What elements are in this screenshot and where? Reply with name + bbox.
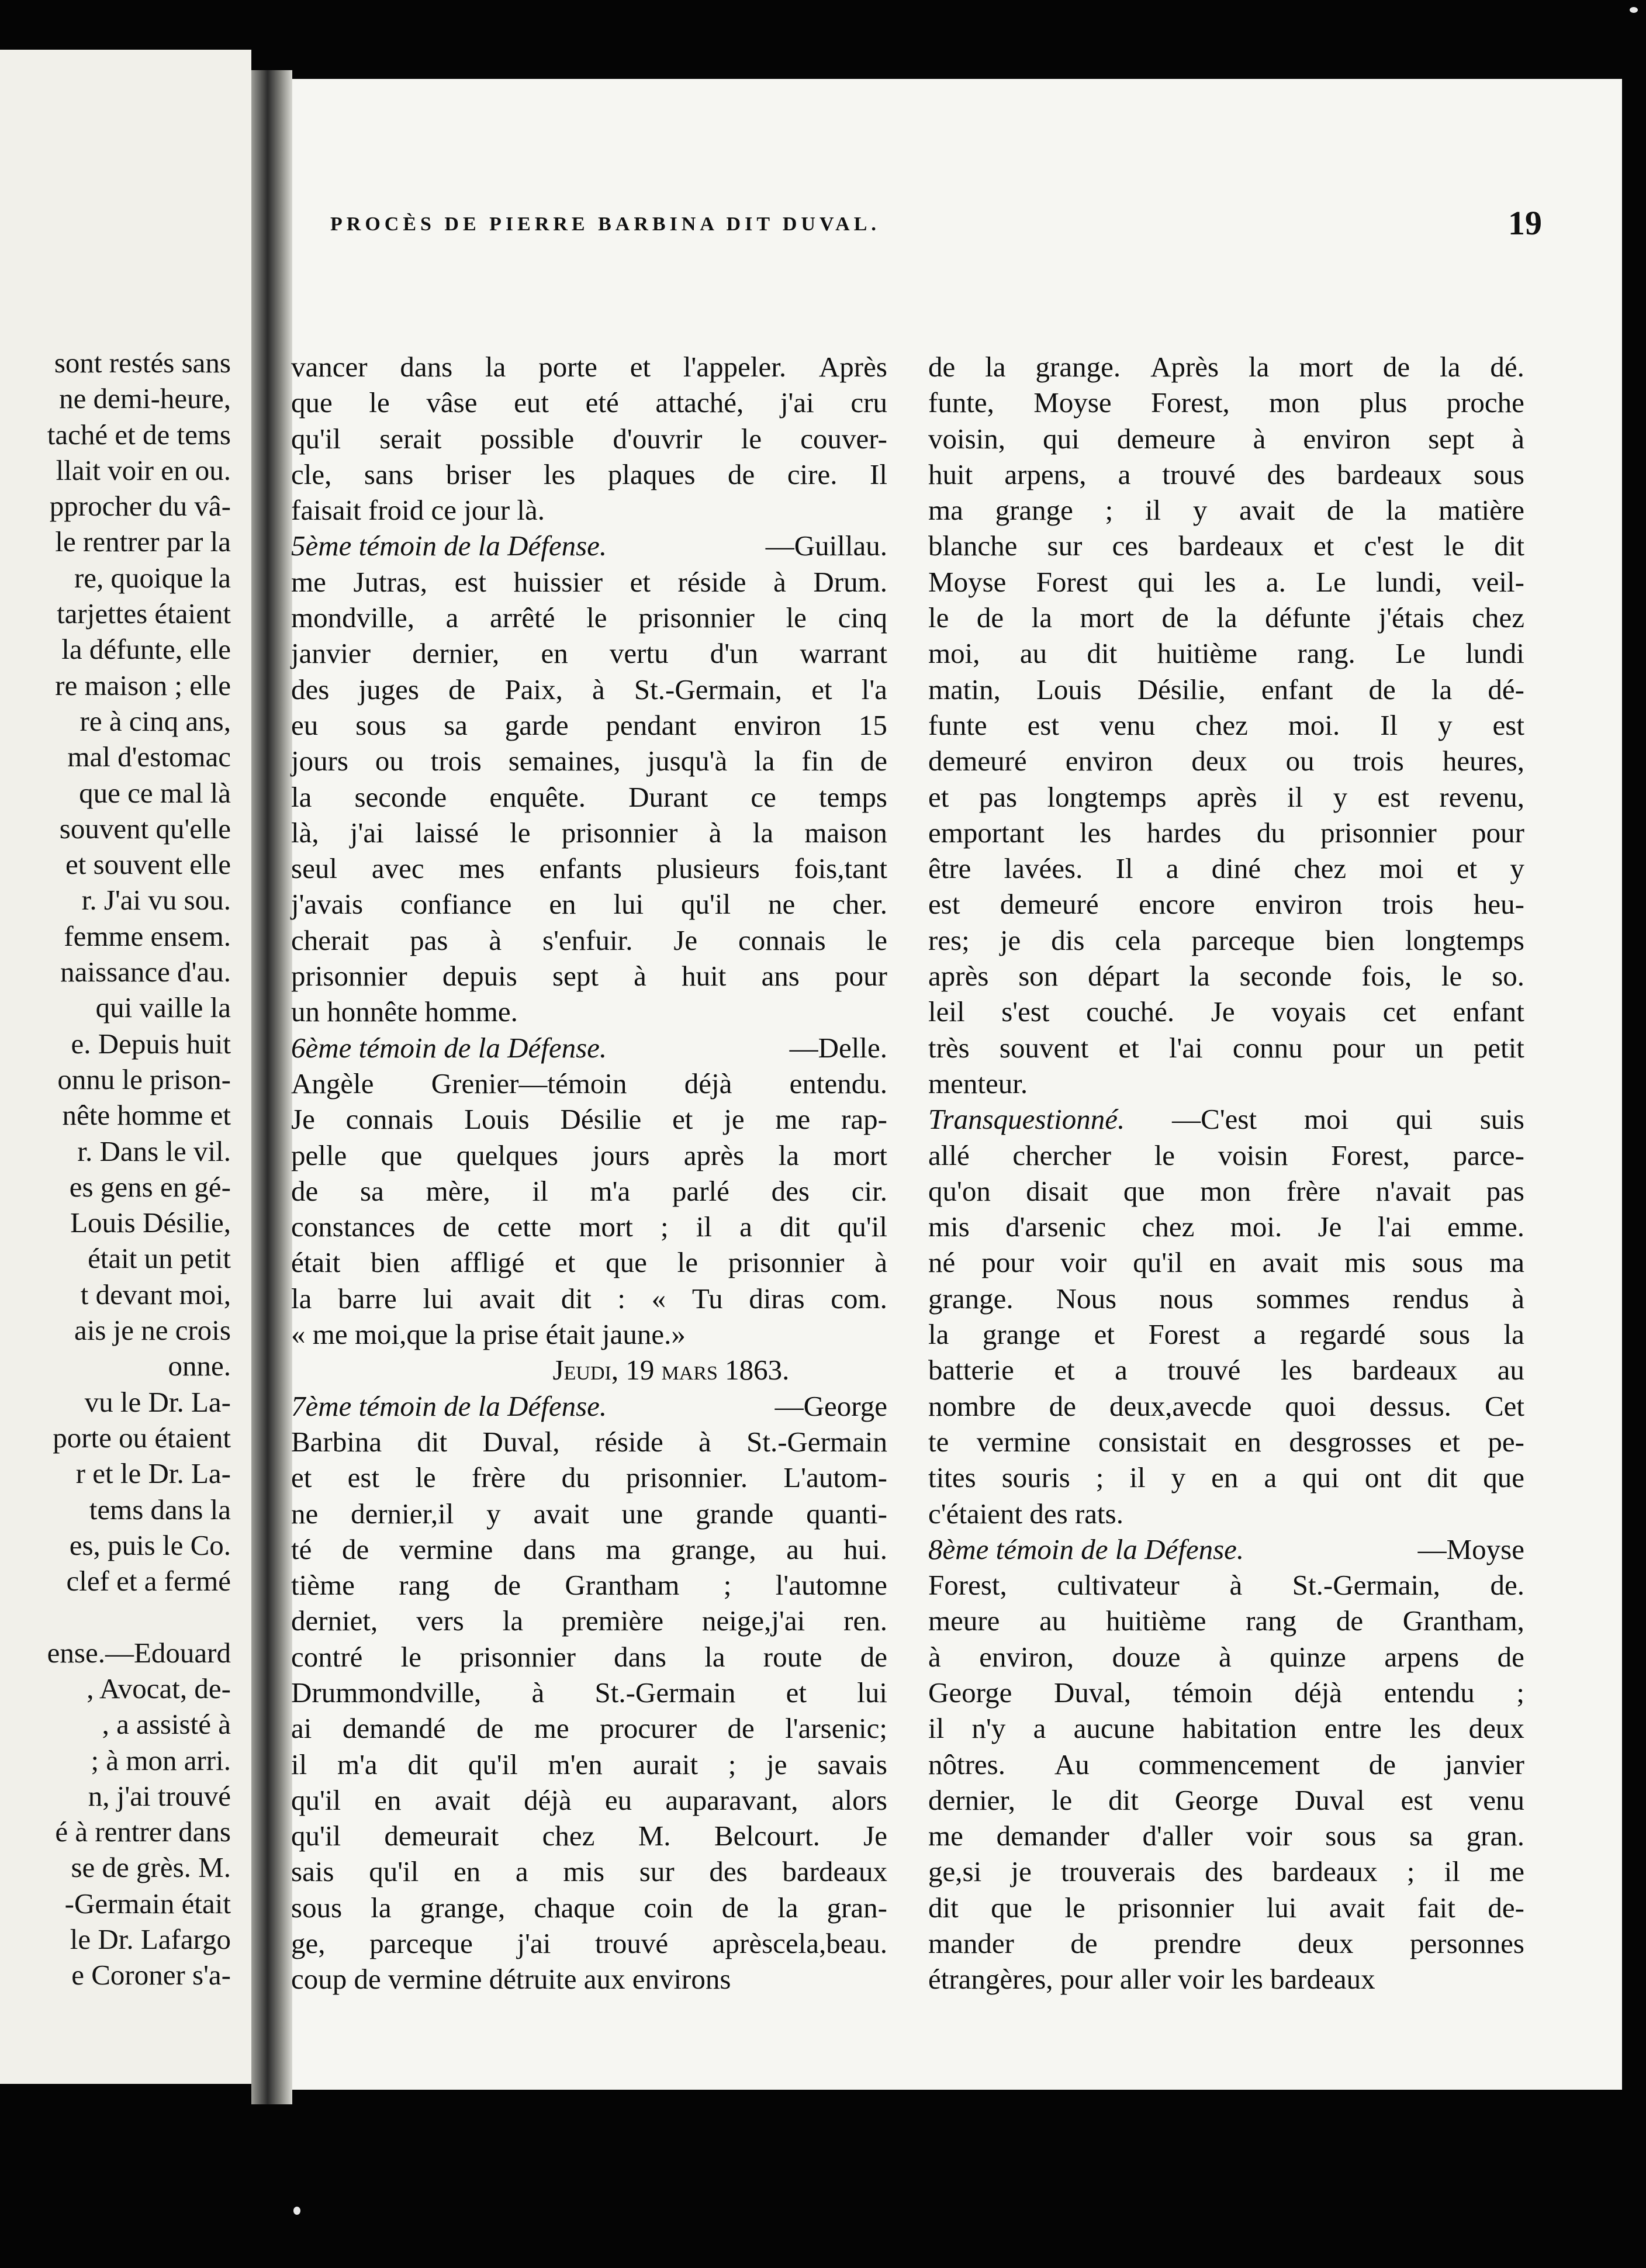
text-line: ge, parceque j'ai trouvé aprèscela,beau.	[291, 1927, 887, 1960]
text-line: allé chercher le voisin Forest, parce-	[928, 1139, 1524, 1171]
text-line: ; à mon arri.	[91, 1744, 231, 1776]
text-line: e. Depuis huit	[71, 1027, 231, 1060]
text-line: Je connais Louis Désilie et je me rap-	[291, 1103, 887, 1136]
text-line: blanche sur ces bardeaux et c'est le dit	[928, 530, 1524, 562]
text-line: très souvent et l'ai connu pour un petit	[928, 1031, 1524, 1064]
text-line: naissance d'au.	[60, 956, 231, 988]
text-line: res; je dis cela parceque bien longtemps	[928, 924, 1524, 956]
text-line: et pas longtemps après il y est revenu,	[928, 780, 1524, 813]
text-line: Barbina dit Duval, réside à St.-Germain	[291, 1425, 887, 1458]
text-line: Transquestionné. —C'est moi qui suis	[928, 1103, 1524, 1136]
page-speck	[1630, 7, 1638, 13]
text-line: e Coroner s'a-	[71, 1959, 231, 1992]
text-line: pprocher du vâ-	[49, 490, 231, 523]
text-line: était bien affligé et que le prisonnier à	[291, 1246, 887, 1279]
text-line: r et le Dr. La-	[75, 1457, 231, 1490]
text-line: cle, sans briser les plaques de cire. Il	[291, 458, 887, 490]
text-line: eu sous sa garde pendant environ 15	[291, 708, 887, 741]
text-line: dit que le prisonnier lui avait fait de-	[928, 1891, 1524, 1924]
text-line: es gens en gé-	[69, 1170, 231, 1203]
text-line: et est le frère du prisonnier. L'autom-	[291, 1461, 887, 1494]
text-line: constances de cette mort ; il a dit qu'il	[291, 1211, 887, 1243]
text-line	[0, 1599, 231, 1634]
text-line: mondville, a arrêté le prisonnier le cinq	[291, 601, 887, 634]
text-line: il n'y a aucune habitation entre les deux	[928, 1712, 1524, 1745]
text-line: me demander d'aller voir sous sa gran.	[928, 1820, 1524, 1852]
text-line: tems dans la	[89, 1493, 231, 1526]
text-line: ais je ne crois	[74, 1314, 231, 1347]
text-line: ne demi-heure,	[59, 382, 231, 415]
text-line: onne.	[168, 1350, 231, 1382]
text-line: pelle que quelques jours après la mort	[291, 1139, 887, 1171]
text-line: coup de vermine détruite aux environs	[291, 1963, 731, 1996]
text-line: té de vermine dans ma grange, au hui.	[291, 1533, 887, 1565]
text-line: Moyse Forest qui les a. Le lundi, veil-	[928, 565, 1524, 598]
text-line: ge,si je trouverais des bardeaux ; il me	[928, 1855, 1524, 1888]
text-line: re, quoique la	[74, 561, 231, 594]
text-line: Drummondville, à St.-Germain et lui	[291, 1676, 887, 1709]
text-line: vancer dans la porte et l'appeler. Après	[291, 351, 887, 383]
text-line: un honnête homme.	[291, 995, 518, 1028]
running-title: PROCÈS DE PIERRE BARBINA DIT DUVAL.	[330, 213, 880, 235]
text-line: est demeuré encore environ trois heu-	[928, 888, 1524, 921]
text-line: voisin, qui demeure à environ sept à	[928, 422, 1524, 455]
text-line: la barre lui avait dit : « Tu diras com.	[291, 1282, 887, 1315]
text-line: funte est venu chez moi. Il y est	[928, 708, 1524, 741]
text-line: que le vâse eut eté attaché, j'ai cru	[291, 386, 887, 419]
text-line: était un petit	[88, 1242, 231, 1275]
text-line: re à cinq ans,	[79, 704, 231, 737]
text-line: le Dr. Lafargo	[70, 1923, 231, 1956]
text-line: onnu le prison-	[57, 1063, 231, 1095]
text-line: qui vaille la	[95, 991, 231, 1024]
text-line: r. Dans le vil.	[77, 1135, 231, 1167]
text-line: étrangères, pour aller voir les bardeaux	[928, 1963, 1375, 1996]
text-line: tième rang de Grantham ; l'automne	[291, 1569, 887, 1602]
text-line: 5ème témoin de la Défense. —Guillau.	[291, 530, 887, 562]
text-line: Forest, cultivateur à St.-Germain, de.	[928, 1569, 1524, 1602]
text-line: emportant les hardes du prisonnier pour	[928, 816, 1524, 849]
text-line: George Duval, témoin déjà entendu ;	[928, 1676, 1524, 1709]
text-column-right	[928, 349, 1524, 1997]
text-line: la seconde enquête. Durant ce temps	[291, 780, 887, 813]
text-line: ense.—Edouard	[47, 1636, 231, 1669]
text-line: de la grange. Après la mort de la dé.	[928, 351, 1524, 383]
text-line: menteur.	[928, 1067, 1028, 1100]
text-line: mander de prendre deux personnes	[928, 1927, 1524, 1960]
text-line: t devant moi,	[80, 1278, 231, 1311]
text-line: , a assisté à	[102, 1708, 231, 1741]
text-line: sont restés sans	[54, 347, 231, 379]
text-line: faisait froid ce jour là.	[291, 494, 545, 527]
text-line: Angèle Grenier—témoin déjà entendu.	[291, 1067, 887, 1100]
text-line: , Avocat, de-	[87, 1672, 231, 1705]
text-line: Jeudi, 19 mars 1863.	[552, 1354, 790, 1387]
text-line: « me moi,que la prise était jaune.»	[291, 1318, 686, 1351]
text-line: contré le prisonnier dans la route de	[291, 1640, 887, 1673]
text-line: j'avais confiance en lui qu'il ne cher.	[291, 888, 887, 921]
text-line: femme ensem.	[64, 919, 231, 952]
text-line: nête homme et	[62, 1099, 231, 1132]
text-line: être lavées. Il a diné chez moi et y	[928, 852, 1524, 885]
text-line: mis d'arsenic chez moi. Je l'ai emme.	[928, 1211, 1524, 1243]
text-line: matin, Louis Désilie, enfant de la dé-	[928, 673, 1524, 706]
text-line: es, puis le Co.	[69, 1529, 231, 1561]
text-line: dernier, le dit George Duval est venu	[928, 1783, 1524, 1816]
text-line: c'étaient des rats.	[928, 1497, 1123, 1530]
text-line: prisonnier depuis sept à huit ans pour	[291, 960, 887, 993]
text-line: que ce mal là	[79, 776, 231, 809]
text-line: r. J'ai vu sou.	[81, 884, 231, 917]
text-line: souvent qu'elle	[59, 812, 231, 845]
text-line: re maison ; elle	[55, 669, 231, 701]
text-line: meure au huitième rang de Grantham,	[928, 1605, 1524, 1637]
text-line: là, j'ai laissé le prisonnier à la maison	[291, 816, 887, 849]
text-line: 6ème témoin de la Défense. —Delle.	[291, 1031, 887, 1064]
text-line: tites souris ; il y en a qui ont dit que	[928, 1461, 1524, 1494]
page-number: 19	[1508, 204, 1542, 242]
book-gutter	[251, 70, 292, 2104]
text-line: après son départ la seconde fois, le so.	[928, 960, 1524, 993]
text-line: demeuré environ deux ou trois heures,	[928, 745, 1524, 777]
text-line: moi, au dit huitième rang. Le lundi	[928, 637, 1524, 670]
text-line: -Germain était	[64, 1887, 231, 1920]
text-line: la grange et Forest a regardé sous la	[928, 1318, 1524, 1351]
text-line: clef et a fermé	[66, 1565, 231, 1598]
text-line: des juges de Paix, à St.-Germain, et l'a	[291, 673, 887, 706]
text-line: funte, Moyse Forest, mon plus proche	[928, 386, 1524, 419]
text-line: de sa mère, il m'a parlé des cir.	[291, 1174, 887, 1207]
text-column-middle	[291, 349, 887, 1997]
text-line: le de la mort de la défunte j'étais chez	[928, 601, 1524, 634]
text-line: cherait pas à s'enfuir. Je connais le	[291, 924, 887, 956]
text-line: é à rentrer dans	[55, 1816, 231, 1848]
text-line: Louis Désilie,	[70, 1206, 231, 1239]
text-line: porte ou étaient	[53, 1421, 231, 1454]
text-line: vu le Dr. La-	[84, 1385, 231, 1418]
text-line: 8ème témoin de la Défense. —Moyse	[928, 1533, 1524, 1565]
text-line: à environ, douze à quinze arpens de	[928, 1640, 1524, 1673]
text-line: batterie et a trouvé les bardeaux au	[928, 1354, 1524, 1387]
text-line: n, j'ai trouvé	[88, 1779, 231, 1812]
text-line: derniet, vers la première neige,j'ai ren.	[291, 1605, 887, 1637]
text-line: qu'il serait possible d'ouvrir le couver-	[291, 422, 887, 455]
text-line: sais qu'il en a mis sur des bardeaux	[291, 1855, 887, 1888]
text-line: qu'on disait que mon frère n'avait pas	[928, 1174, 1524, 1207]
text-line: qu'il en avait déjà eu auparavant, alors	[291, 1783, 887, 1816]
text-line: nombre de deux,avecde quoi dessus. Cet	[928, 1389, 1524, 1422]
text-line: ai demandé de me procurer de l'arsenic;	[291, 1712, 887, 1745]
text-line: taché et de tems	[47, 418, 231, 451]
text-line: huit arpens, a trouvé des bardeaux sous	[928, 458, 1524, 490]
left-page-text	[0, 345, 231, 1993]
text-line: qu'il demeurait chez M. Belcourt. Je	[291, 1820, 887, 1852]
page-speck	[293, 2207, 300, 2215]
text-line: leil s'est couché. Je voyais cet enfant	[928, 995, 1524, 1028]
left-page-fragment	[0, 50, 251, 2084]
text-line: llait voir en ou.	[56, 454, 231, 486]
text-line: et souvent elle	[65, 848, 231, 881]
text-line: nôtres. Au commencement de janvier	[928, 1748, 1524, 1780]
text-line: grange. Nous nous sommes rendus à	[928, 1282, 1524, 1315]
text-line: mal d'estomac	[67, 741, 231, 773]
text-line: seul avec mes enfants plusieurs fois,tant	[291, 852, 887, 885]
text-line: jours ou trois semaines, jusqu'à la fin de	[291, 745, 887, 777]
text-line: 7ème témoin de la Défense. —George	[291, 1389, 887, 1422]
text-line: ne dernier,il y avait une grande quanti-	[291, 1497, 887, 1530]
text-line: sous la grange, chaque coin de la gran-	[291, 1891, 887, 1924]
text-line: né pour voir qu'il en avait mis sous ma	[928, 1246, 1524, 1279]
text-line: janvier dernier, en vertu d'un warrant	[291, 637, 887, 670]
text-line: il m'a dit qu'il m'en aurait ; je savais	[291, 1748, 887, 1780]
text-line: le rentrer par la	[55, 525, 231, 558]
text-line: la défunte, elle	[61, 633, 231, 666]
text-line: te vermine consistait en desgrosses et pe-	[928, 1425, 1524, 1458]
text-line: se de grès. M.	[71, 1851, 231, 1884]
text-line: ma grange ; il y avait de la matière	[928, 494, 1524, 527]
text-line: tarjettes étaient	[57, 597, 231, 630]
text-line: me Jutras, est huissier et réside à Drum.	[291, 565, 887, 598]
